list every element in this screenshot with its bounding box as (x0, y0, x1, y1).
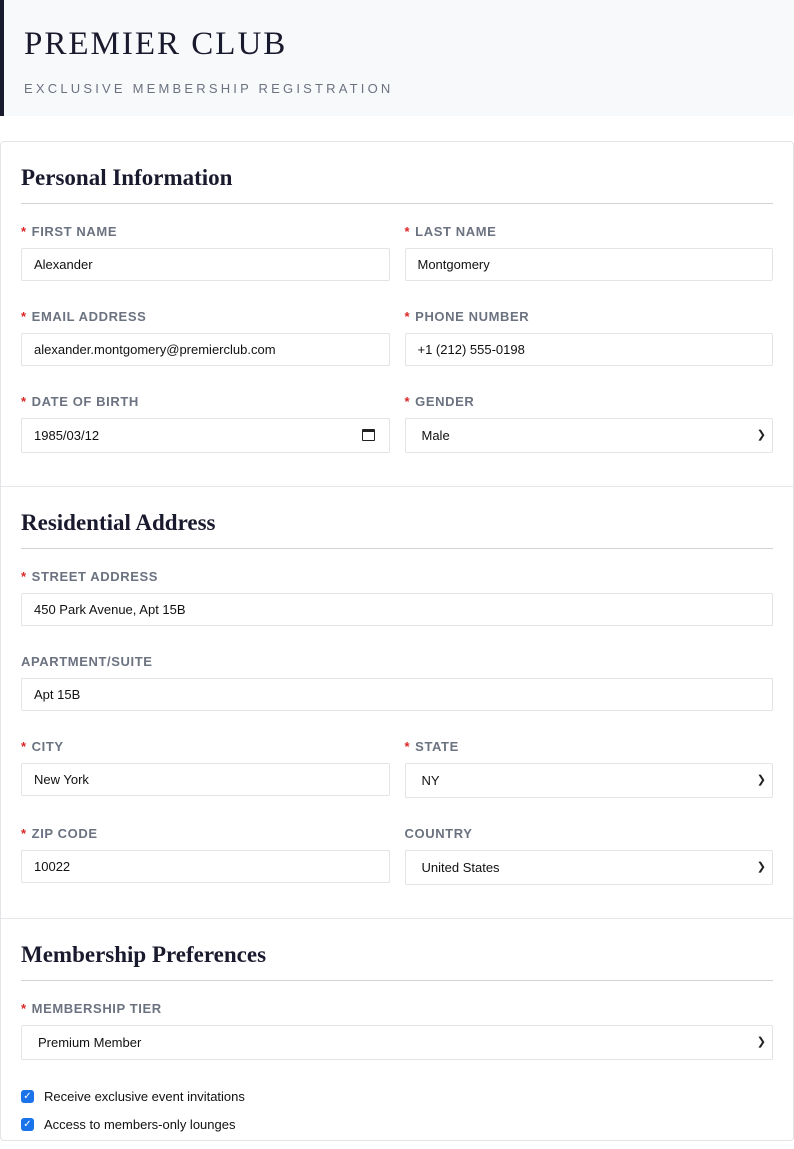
gender-value: Male (421, 428, 450, 443)
zip-label: * ZIP CODE (21, 826, 98, 841)
city-label: * CITY (21, 739, 64, 754)
dob-label: * DATE OF BIRTH (21, 394, 139, 409)
required-mark: * (21, 1001, 27, 1016)
chevron-down-icon: ❯ (756, 861, 766, 873)
chevron-down-icon: ❯ (756, 1036, 766, 1048)
street-input[interactable]: 450 Park Avenue, Apt 15B (21, 593, 773, 626)
last-name-label: * LAST NAME (404, 224, 497, 239)
required-mark: * (404, 739, 411, 754)
calendar-icon[interactable] (362, 429, 375, 441)
page-subtitle: EXCLUSIVE MEMBERSHIP REGISTRATION (24, 81, 394, 96)
country-value: United States (421, 860, 500, 875)
dob-value: 1985/03/12 (34, 428, 100, 443)
email-input[interactable]: alexander.montgomery@premierclub.com (21, 333, 390, 366)
checkbox-checked-icon[interactable]: ✓ (21, 1118, 34, 1131)
section-heading: Residential Address (21, 509, 773, 549)
event-invitations-checkbox[interactable] (21, 1088, 773, 1104)
required-mark: * (21, 224, 27, 239)
country-select[interactable] (405, 850, 774, 885)
gender-label: * GENDER (404, 394, 475, 409)
registration-form (0, 141, 794, 1141)
first-name-label: * FIRST NAME (21, 224, 118, 239)
required-mark: * (21, 569, 27, 584)
last-name-input[interactable]: Montgomery (405, 248, 774, 281)
lounges-access-checkbox[interactable] (21, 1116, 773, 1132)
state-value: NY (421, 773, 440, 788)
membership-preferences-section (1, 919, 793, 1149)
phone-input[interactable]: +1 (212) 555-0198 (405, 333, 774, 366)
phone-label: * PHONE NUMBER (404, 309, 530, 324)
tier-label: * MEMBERSHIP TIER (21, 1001, 162, 1016)
checkbox-checked-icon[interactable]: ✓ (21, 1090, 34, 1103)
section-heading: Personal Information (21, 164, 773, 204)
city-input[interactable]: New York (21, 763, 390, 796)
state-label: * STATE (404, 739, 459, 754)
gender-select[interactable] (405, 418, 774, 453)
required-mark: * (404, 394, 411, 409)
club-title: PREMIER CLUB (24, 26, 288, 62)
required-mark: * (21, 309, 27, 324)
checkbox-label: Access to members-only lounges (44, 1116, 236, 1132)
section-heading: Membership Preferences (21, 941, 773, 981)
page-header (0, 0, 794, 116)
chevron-down-icon: ❯ (756, 429, 766, 441)
required-mark: * (21, 739, 27, 754)
zip-input[interactable]: 10022 (21, 850, 390, 883)
personal-information-section (1, 142, 793, 487)
state-select[interactable] (405, 763, 774, 798)
apt-label: APARTMENT/SUITE (21, 654, 153, 669)
tier-value: Premium Member (38, 1035, 142, 1050)
residential-address-section (1, 487, 793, 919)
first-name-input[interactable]: Alexander (21, 248, 390, 281)
required-mark: * (21, 394, 27, 409)
chevron-down-icon: ❯ (756, 774, 766, 786)
required-mark: * (21, 826, 27, 841)
tier-select[interactable] (21, 1025, 773, 1060)
required-mark: * (404, 224, 411, 239)
required-mark: * (404, 309, 411, 324)
apt-input[interactable]: Apt 15B (21, 678, 773, 711)
email-label: * EMAIL ADDRESS (21, 309, 147, 324)
street-label: * STREET ADDRESS (21, 569, 159, 584)
dob-input[interactable] (21, 418, 390, 453)
checkbox-label: Receive exclusive event invitations (44, 1088, 245, 1104)
country-label: COUNTRY (404, 826, 473, 841)
